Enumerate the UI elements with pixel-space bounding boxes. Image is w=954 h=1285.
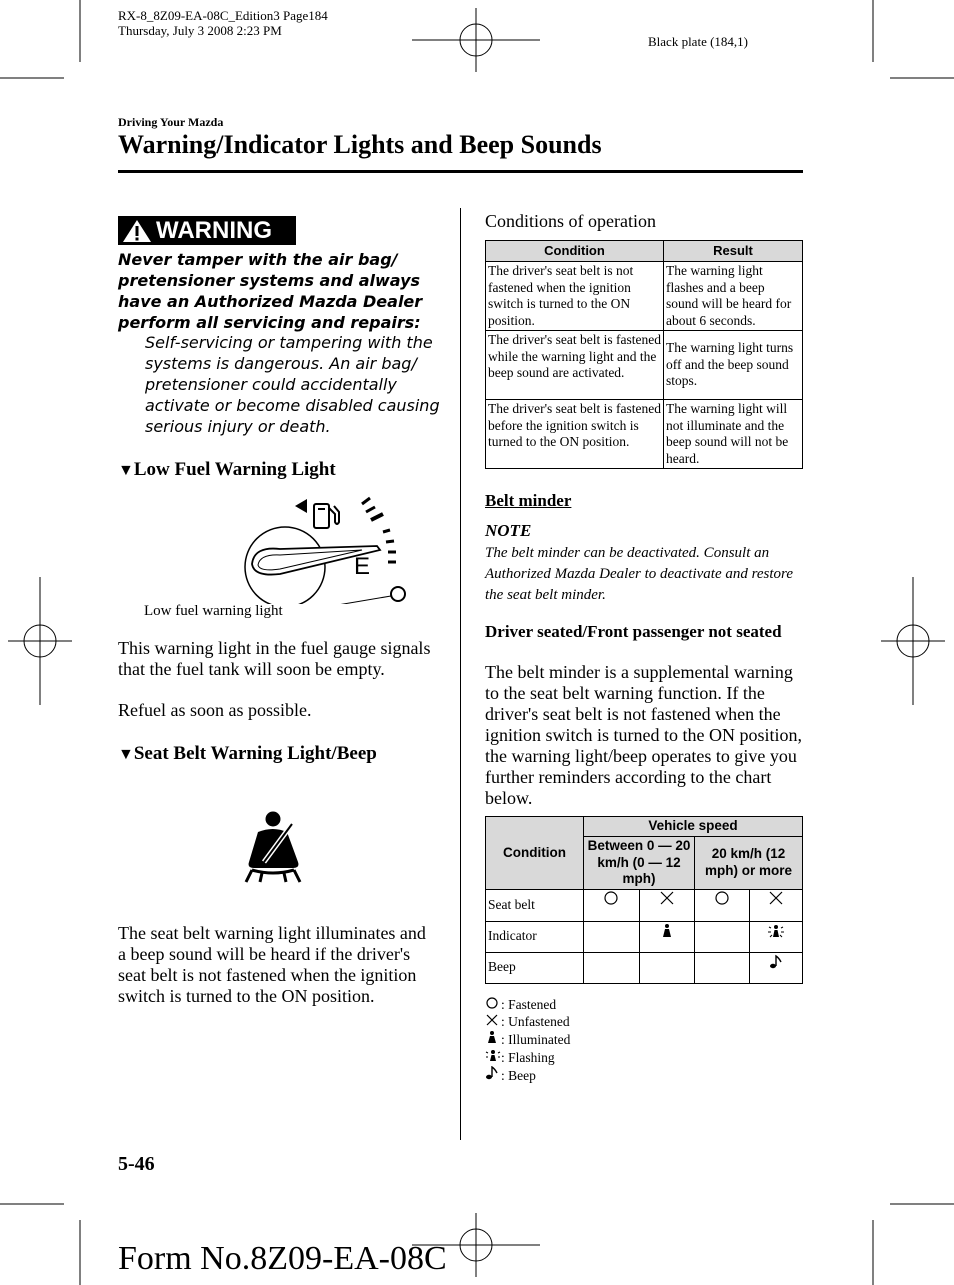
illuminated-icon	[639, 921, 695, 952]
section-label: Driving Your Mazda	[118, 115, 224, 129]
warning-badge	[118, 216, 296, 245]
legend-illuminated: : Illuminated	[485, 1030, 570, 1048]
date-line: Thursday, July 3 2008 2:23 PM	[118, 23, 282, 38]
warning-bold-text: Never tamper with the air bag/ pretensioner systems and always have an Authorized Mazda Dealer perform all servicing and repairs:	[118, 250, 423, 332]
legend-unfastened: : Unfastened	[485, 1013, 570, 1030]
warning-label: WARNING	[156, 217, 272, 244]
speed-condition-header: Condition	[486, 817, 584, 890]
belt-minder-heading: Belt minder	[485, 491, 572, 510]
unfastened-icon	[485, 1014, 501, 1026]
triangle-bullet-icon: ▼	[118, 462, 134, 479]
driver-seated-heading: Driver seated/Front passenger not seated	[485, 622, 782, 641]
fastened-icon	[584, 889, 640, 921]
legend-fastened: : Fastened	[485, 996, 570, 1013]
beep-icon	[750, 952, 803, 983]
note-text: The belt minder can be deactivated. Consult an Authorized Mazda Dealer to deactivate and restore the seat belt minder.	[485, 545, 793, 603]
table-row	[486, 952, 803, 983]
triangle-bullet-icon: ▼	[118, 746, 134, 763]
fuel-gauge-illustration	[240, 494, 415, 604]
conditions-title: Conditions of operation	[485, 211, 656, 231]
vehicle-speed-header: Vehicle speed	[584, 817, 803, 837]
low-fuel-para1: This warning light in the fuel gauge signals that the fuel tank will soon be empty.	[118, 638, 431, 679]
result-header: Result	[664, 241, 803, 262]
seat-belt-icon	[240, 810, 310, 884]
result-cell: The warning light will not illuminate and the beep sound will not be heard.	[664, 400, 803, 469]
file-line: RX-8_8Z09-EA-08C_Edition3 Page184	[118, 8, 328, 23]
table-row	[486, 400, 803, 469]
table-header-row	[486, 241, 803, 262]
low-fuel-para2: Refuel as soon as possible.	[118, 700, 312, 720]
low-fuel-callout: Low fuel warning light	[144, 603, 283, 619]
table-row	[486, 331, 803, 400]
note-label: NOTE	[485, 521, 532, 540]
low-fuel-heading: ▼Low Fuel Warning Light	[118, 459, 336, 480]
condition-header: Condition	[486, 241, 664, 262]
result-cell: The warning light flashes and a beep sound will be heard for about 6 seconds.	[664, 262, 803, 331]
page-title: Warning/Indicator Lights and Beep Sounds	[118, 130, 602, 159]
table-row	[486, 921, 803, 952]
condition-cell: The driver's seat belt is fastened while the warning light and the beep sound are activated.	[486, 331, 664, 400]
table-row	[486, 262, 803, 331]
title-rule	[118, 170, 803, 173]
speed-high-header: 20 km/h (12 mph) or more	[695, 837, 803, 890]
belt-minder-para: The belt minder is a supplemental warning to the seat belt warning function. If the driver's seat belt is not fastened when the ignition switch is turned to the ON position, the warning light/beep operates to give you further reminders according to the chart below.	[485, 662, 802, 808]
vehicle-speed-table	[485, 816, 803, 984]
form-number: Form No.8Z09-EA-08C	[118, 1240, 447, 1277]
left-arrow-icon	[295, 499, 307, 513]
table-row	[486, 889, 803, 921]
flashing-icon	[485, 1048, 501, 1062]
condition-cell: The driver's seat belt is not fastened when the ignition switch is turned to the ON position.	[486, 262, 664, 331]
column-divider	[460, 208, 461, 1140]
flashing-icon	[750, 921, 803, 952]
indicator-row-label: Indicator	[486, 921, 584, 952]
fastened-icon	[695, 889, 750, 921]
illuminated-icon	[485, 1030, 501, 1044]
seat-belt-para: The seat belt warning light illuminates and a beep sound will be heard if the driver's seat belt is not fastened when the ignition switch is turned to the ON position.	[118, 923, 426, 1006]
condition-cell: The driver's seat belt is fastened before the ignition switch is turned to the ON position.	[486, 400, 664, 469]
gauge-empty-letter: E	[354, 553, 371, 580]
plate-label: Black plate (184,1)	[648, 34, 748, 49]
file-info	[118, 8, 328, 38]
conditions-table	[485, 240, 803, 469]
fastened-icon	[485, 997, 501, 1009]
legend-flashing: : Flashing	[485, 1048, 570, 1066]
fuel-pump-icon	[314, 504, 339, 528]
beep-icon	[485, 1066, 501, 1080]
unfastened-icon	[750, 889, 803, 921]
unfastened-icon	[639, 889, 695, 921]
warning-triangle-icon	[122, 219, 152, 243]
speed-low-header: Between 0 — 20 km/h (0 — 12 mph)	[584, 837, 695, 890]
legend-beep: : Beep	[485, 1066, 570, 1084]
warning-detail-text: Self-servicing or tampering with the systems is dangerous. An air bag/ pretensioner could accidentally activate or become disabled causing serious injury or death.	[145, 333, 440, 436]
result-cell: The warning light turns off and the beep sound stops.	[664, 331, 803, 400]
symbol-legend	[485, 996, 570, 1084]
beep-row-label: Beep	[486, 952, 584, 983]
page-number: 5-46	[118, 1153, 155, 1175]
seat-belt-row-label: Seat belt	[486, 889, 584, 921]
seat-belt-heading: ▼Seat Belt Warning Light/Beep	[118, 743, 377, 764]
